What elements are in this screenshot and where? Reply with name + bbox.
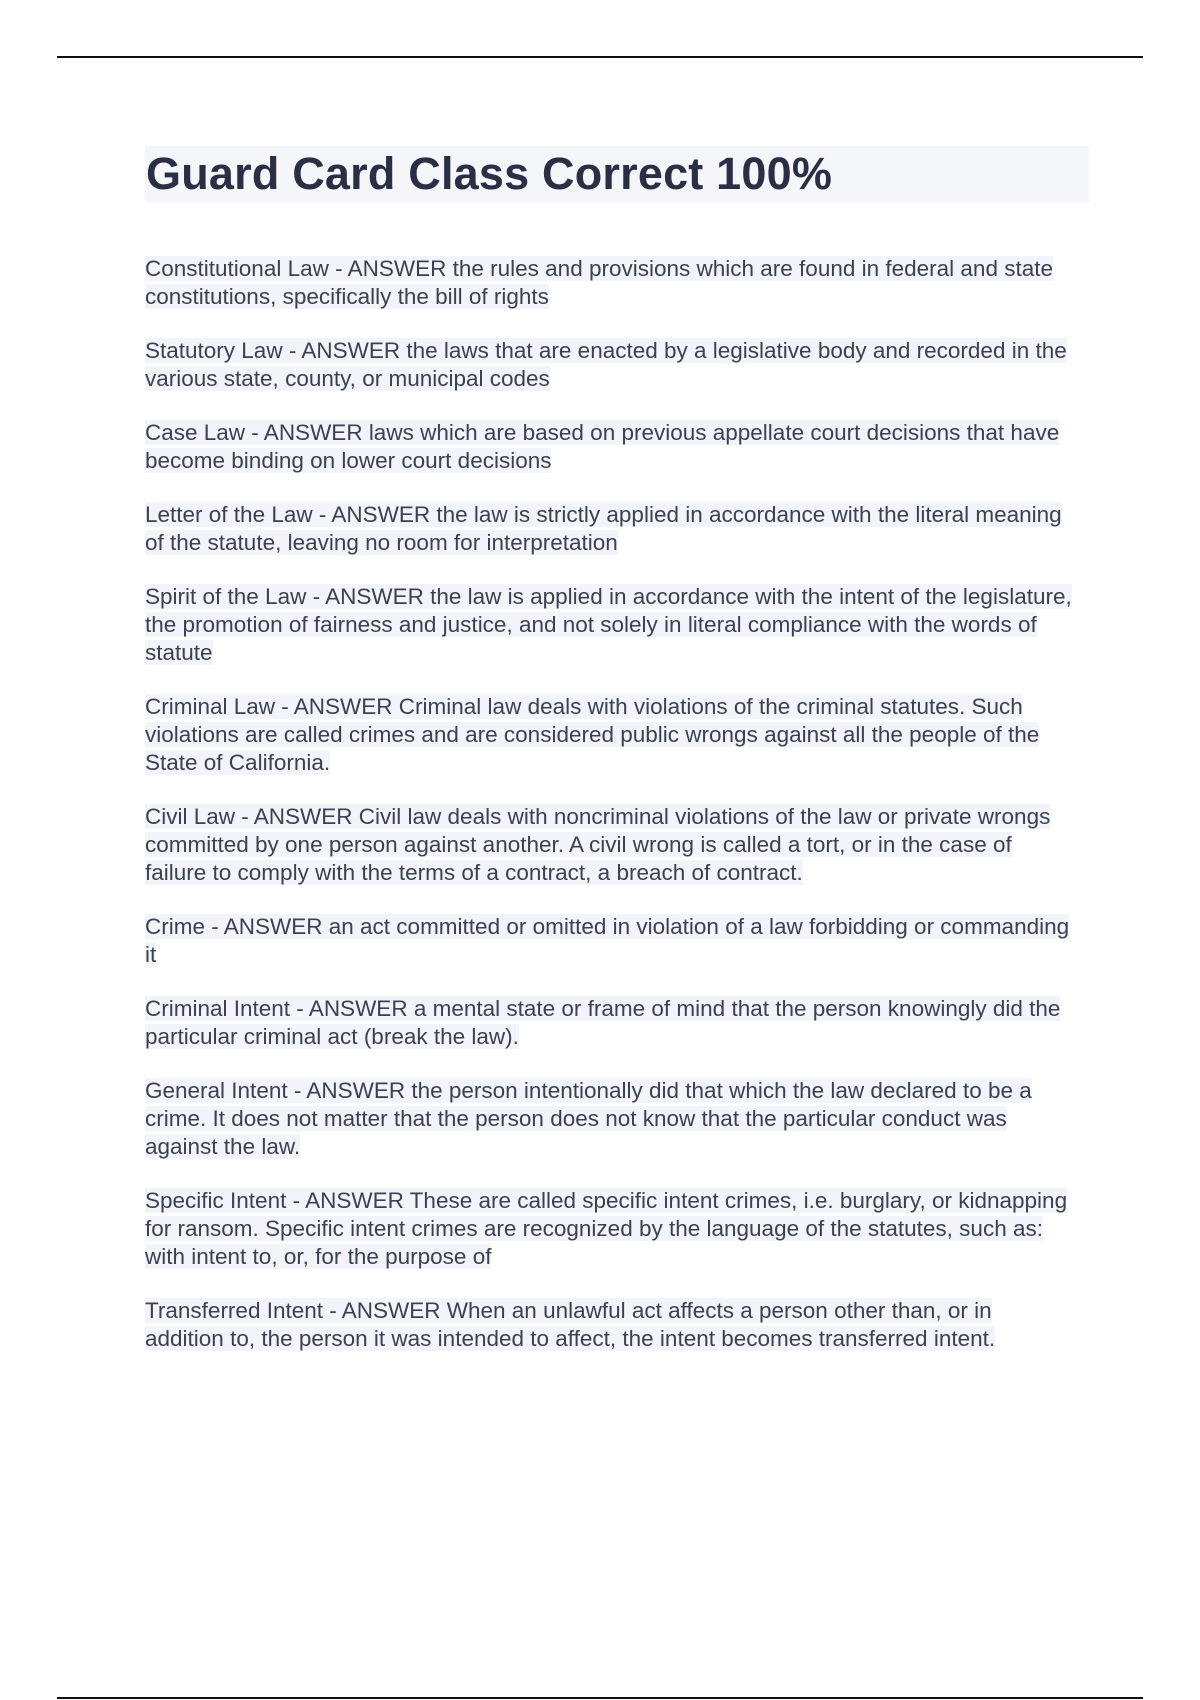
flashcard-text: Spirit of the Law - ANSWER the law is applied in accordance with the intent of the legislature, the promotion of fairness and justice, and not solely in literal compliance with the words of statute: [145, 584, 1072, 665]
flashcard-entry: [145, 913, 1075, 969]
document-title: Guard Card Class Correct 100%: [145, 146, 1089, 202]
flashcard-text: Transferred Intent - ANSWER When an unlawful act affects a person other than, or in addition to, the person it was intended to affect, the intent becomes transferred intent.: [145, 1298, 996, 1351]
bottom-rule: [57, 1697, 1143, 1699]
flashcard-entry: [145, 995, 1075, 1051]
flashcard-entry: [145, 1077, 1075, 1161]
flashcard-text: Crime - ANSWER an act committed or omitted in violation of a law forbidding or commanding it: [145, 914, 1070, 967]
flashcard-text: Case Law - ANSWER laws which are based on previous appellate court decisions that have become binding on lower court decisions: [145, 420, 1060, 473]
document-page: [145, 146, 1089, 1379]
flashcard-entry: [145, 693, 1075, 777]
flashcard-entry: [145, 337, 1075, 393]
flashcard-entry: [145, 501, 1075, 557]
flashcard-text: Statutory Law - ANSWER the laws that are enacted by a legislative body and recorded in the various state, county, or municipal codes: [145, 338, 1067, 391]
flashcard-text: Criminal Intent - ANSWER a mental state or frame of mind that the person knowingly did the particular criminal act (break the law).: [145, 996, 1061, 1049]
flashcard-text: Civil Law - ANSWER Civil law deals with noncriminal violations of the law or private wrongs committed by one person against another. A civil wrong is called a tort, or in the case of failure to comply with the terms of a contract, a breach of contract.: [145, 804, 1051, 885]
flashcard-entry: [145, 419, 1075, 475]
flashcard-text: Specific Intent - ANSWER These are called specific intent crimes, i.e. burglary, or kidnapping for ransom. Specific intent crimes are recognized by the language of the statutes, such as: with intent to, or, for the purpose of: [145, 1188, 1068, 1269]
flashcard-list: [145, 255, 1089, 1353]
flashcard-entry: [145, 583, 1075, 667]
flashcard-text: Criminal Law - ANSWER Criminal law deals with violations of the criminal statutes. Such violations are called crimes and are considered public wrongs against all the people of the State of California.: [145, 694, 1040, 775]
flashcard-text: General Intent - ANSWER the person intentionally did that which the law declared to be a crime. It does not matter that the person does not know that the particular conduct was against the law.: [145, 1078, 1032, 1159]
flashcard-entry: [145, 1187, 1075, 1271]
flashcard-entry: [145, 803, 1075, 887]
flashcard-entry: [145, 1297, 1075, 1353]
top-rule: [57, 56, 1143, 58]
flashcard-entry: [145, 255, 1075, 311]
flashcard-text: Constitutional Law - ANSWER the rules and provisions which are found in federal and state constitutions, specifically the bill of rights: [145, 256, 1053, 309]
flashcard-text: Letter of the Law - ANSWER the law is strictly applied in accordance with the literal meaning of the statute, leaving no room for interpretation: [145, 502, 1062, 555]
